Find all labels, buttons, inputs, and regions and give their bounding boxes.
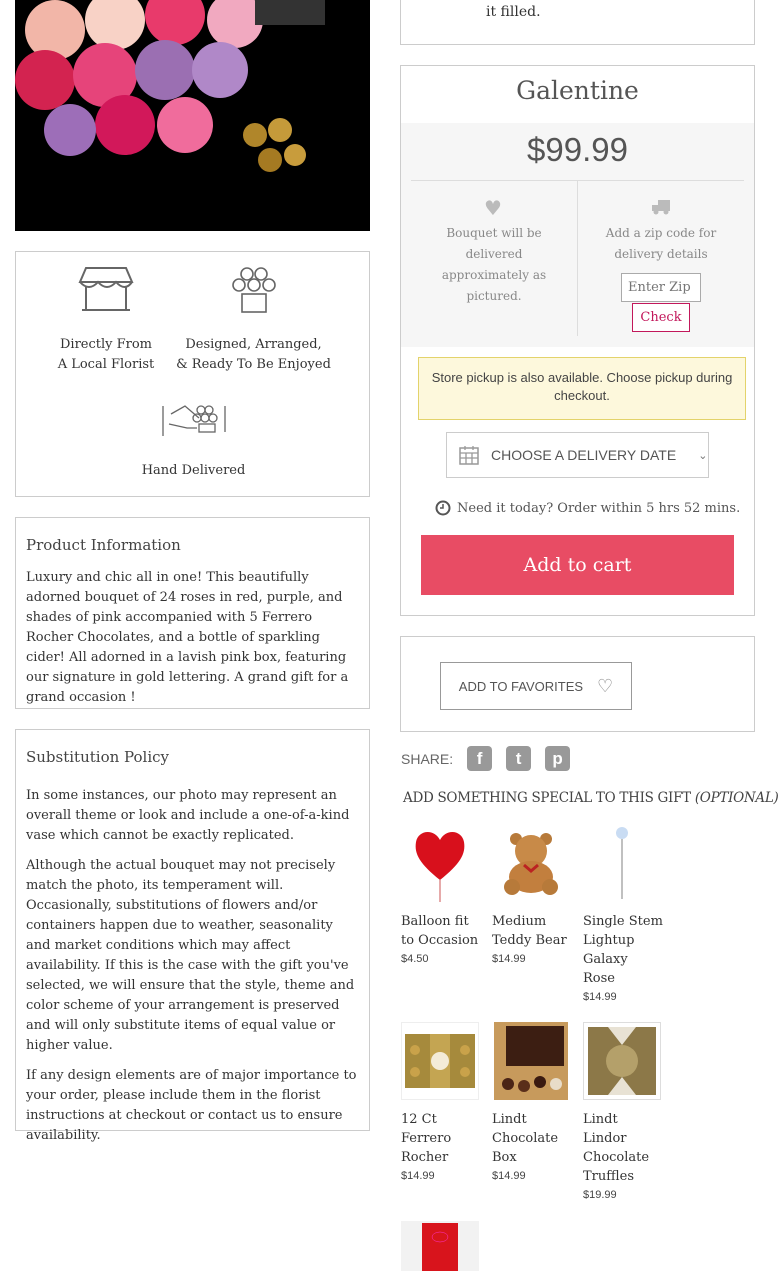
addons-heading xyxy=(403,790,778,806)
chevron-down-icon: ⌄ xyxy=(698,449,708,462)
hand-delivery-icon xyxy=(161,402,227,436)
addon-item[interactable] xyxy=(401,1022,481,1182)
addon-item[interactable] xyxy=(401,824,481,965)
addon-price: $14.99 xyxy=(492,1170,526,1182)
feature-local-florist xyxy=(46,266,166,375)
product-description: Luxury and chic all in one! This beautifully adorned bouquet of 24 roses in red, purple, and shades of pink accompanied with 5 Ferrero Rocher Chocolates, and a bottle of sparkling cider! All adorned in a lavish pink box, featuring our signature in gold lettering. A grand gift for a grand occasion ! xyxy=(26,570,349,705)
storefront-icon xyxy=(78,266,134,314)
section-heading: Substitution Policy xyxy=(26,748,170,766)
addon-price: $14.99 xyxy=(492,953,526,965)
zip-note: Add a zip code for delivery details xyxy=(605,226,717,261)
policy-paragraph: In some instances, our photo may represent an overall theme or look and include a one-of-a-kind vase which cannot be exactly replicated. xyxy=(26,788,350,843)
addon-name: Lindt Lindor Chocolate Truffles xyxy=(583,1112,650,1184)
favorites-box xyxy=(400,636,755,732)
addon-item[interactable] xyxy=(492,824,572,965)
policy-paragraph: Although the actual bouquet may not precisely match the photo, its temperament will. Occasionally, substitutions of flowers and/or containers happen due to weather, seasonality and market conditions which may affect availability. If this is the case with the gift you've selected, we will ensure that the style, theme and color scheme of your arrangement is preserved and will only substitute items of equal value or higher value. xyxy=(26,858,355,1053)
heart-icon: ♥ xyxy=(484,196,502,220)
addon-price: $4.50 xyxy=(401,953,429,965)
add-to-cart-button[interactable]: Add to cart xyxy=(421,535,734,595)
addon-price: $19.99 xyxy=(583,1189,617,1201)
feature-label: A Local Florist xyxy=(57,357,155,372)
addon-item[interactable] xyxy=(583,1022,663,1201)
policy-paragraph: If any design elements are of major importance to your order, please include them in the florist instructions at checkout or contact us to ensure availability. xyxy=(26,1068,357,1143)
product-image xyxy=(15,0,370,231)
feature-hand-delivered xyxy=(126,402,261,481)
info-box xyxy=(400,0,755,45)
delivery-date-dropdown[interactable] xyxy=(446,432,709,478)
share-bar xyxy=(401,746,570,771)
feature-label: Directly From xyxy=(59,337,152,352)
balloon-image xyxy=(401,824,479,902)
price-panel xyxy=(401,123,754,347)
feature-label: Designed, Arranged, xyxy=(185,337,322,352)
store-pickup-notice: Store pickup is also available. Choose pickup during checkout. xyxy=(418,357,746,420)
addon-item[interactable] xyxy=(583,824,663,1003)
addon-price: $14.99 xyxy=(583,991,617,1003)
calendar-icon xyxy=(459,445,479,465)
feature-designed xyxy=(176,266,331,375)
features-box xyxy=(15,251,370,497)
addon-name: Lindt Chocolate Box xyxy=(492,1112,559,1165)
same-day-text: Need it today? Order within 5 hrs 52 mins. xyxy=(457,500,741,516)
addon-item[interactable] xyxy=(401,1221,481,1271)
share-label: SHARE: xyxy=(401,750,454,767)
divider xyxy=(577,180,578,336)
flower-box-icon xyxy=(230,266,278,314)
pinterest-icon[interactable]: p xyxy=(545,746,570,771)
delivery-date-label: CHOOSE A DELIVERY DATE xyxy=(491,447,677,463)
ferrero-image xyxy=(401,1022,479,1100)
twitter-icon[interactable]: t xyxy=(506,746,531,771)
addon-name: Balloon fit to Occasion xyxy=(401,914,479,948)
lindt-box-image xyxy=(492,1022,570,1100)
feature-label: Hand Delivered xyxy=(141,463,246,478)
galaxy-rose-image xyxy=(583,824,661,902)
facebook-icon[interactable]: f xyxy=(467,746,492,771)
product-information xyxy=(15,517,370,709)
addon-name: Medium Teddy Bear xyxy=(492,914,567,948)
product-price: $99.99 xyxy=(527,131,628,168)
purchase-panel xyxy=(400,65,755,616)
check-zip-button[interactable]: Check xyxy=(632,303,690,332)
delivery-note: Bouquet will be delivered approximately as pictured. xyxy=(441,226,547,303)
add-to-favorites-button[interactable] xyxy=(440,662,632,710)
teddy-bear-image xyxy=(492,824,570,902)
same-day-notice xyxy=(435,500,740,516)
addon-price: $14.99 xyxy=(401,1170,435,1182)
addons-heading-text: ADD SOMETHING SPECIAL TO THIS GIFT xyxy=(403,790,691,806)
favorites-label: ADD TO FAVORITES xyxy=(458,678,584,694)
heart-outline-icon: ♡ xyxy=(597,675,614,696)
lindor-bag-image xyxy=(401,1221,479,1271)
zip-input[interactable] xyxy=(621,273,701,302)
substitution-policy xyxy=(15,729,370,1143)
lindor-truffles-image xyxy=(583,1022,661,1100)
feature-label: & Ready To Be Enjoyed xyxy=(176,357,331,372)
addon-item[interactable] xyxy=(492,1022,572,1182)
section-heading: Product Information xyxy=(26,536,181,554)
info-text: it filled. xyxy=(486,4,541,20)
product-name: Galentine xyxy=(516,76,639,105)
truck-icon xyxy=(651,199,671,215)
clock-icon xyxy=(435,500,451,516)
optional-label: (OPTIONAL) xyxy=(694,790,778,806)
addon-name: 12 Ct Ferrero Rocher xyxy=(401,1112,452,1165)
addon-name: Single Stem Lightup Galaxy Rose xyxy=(583,914,663,986)
